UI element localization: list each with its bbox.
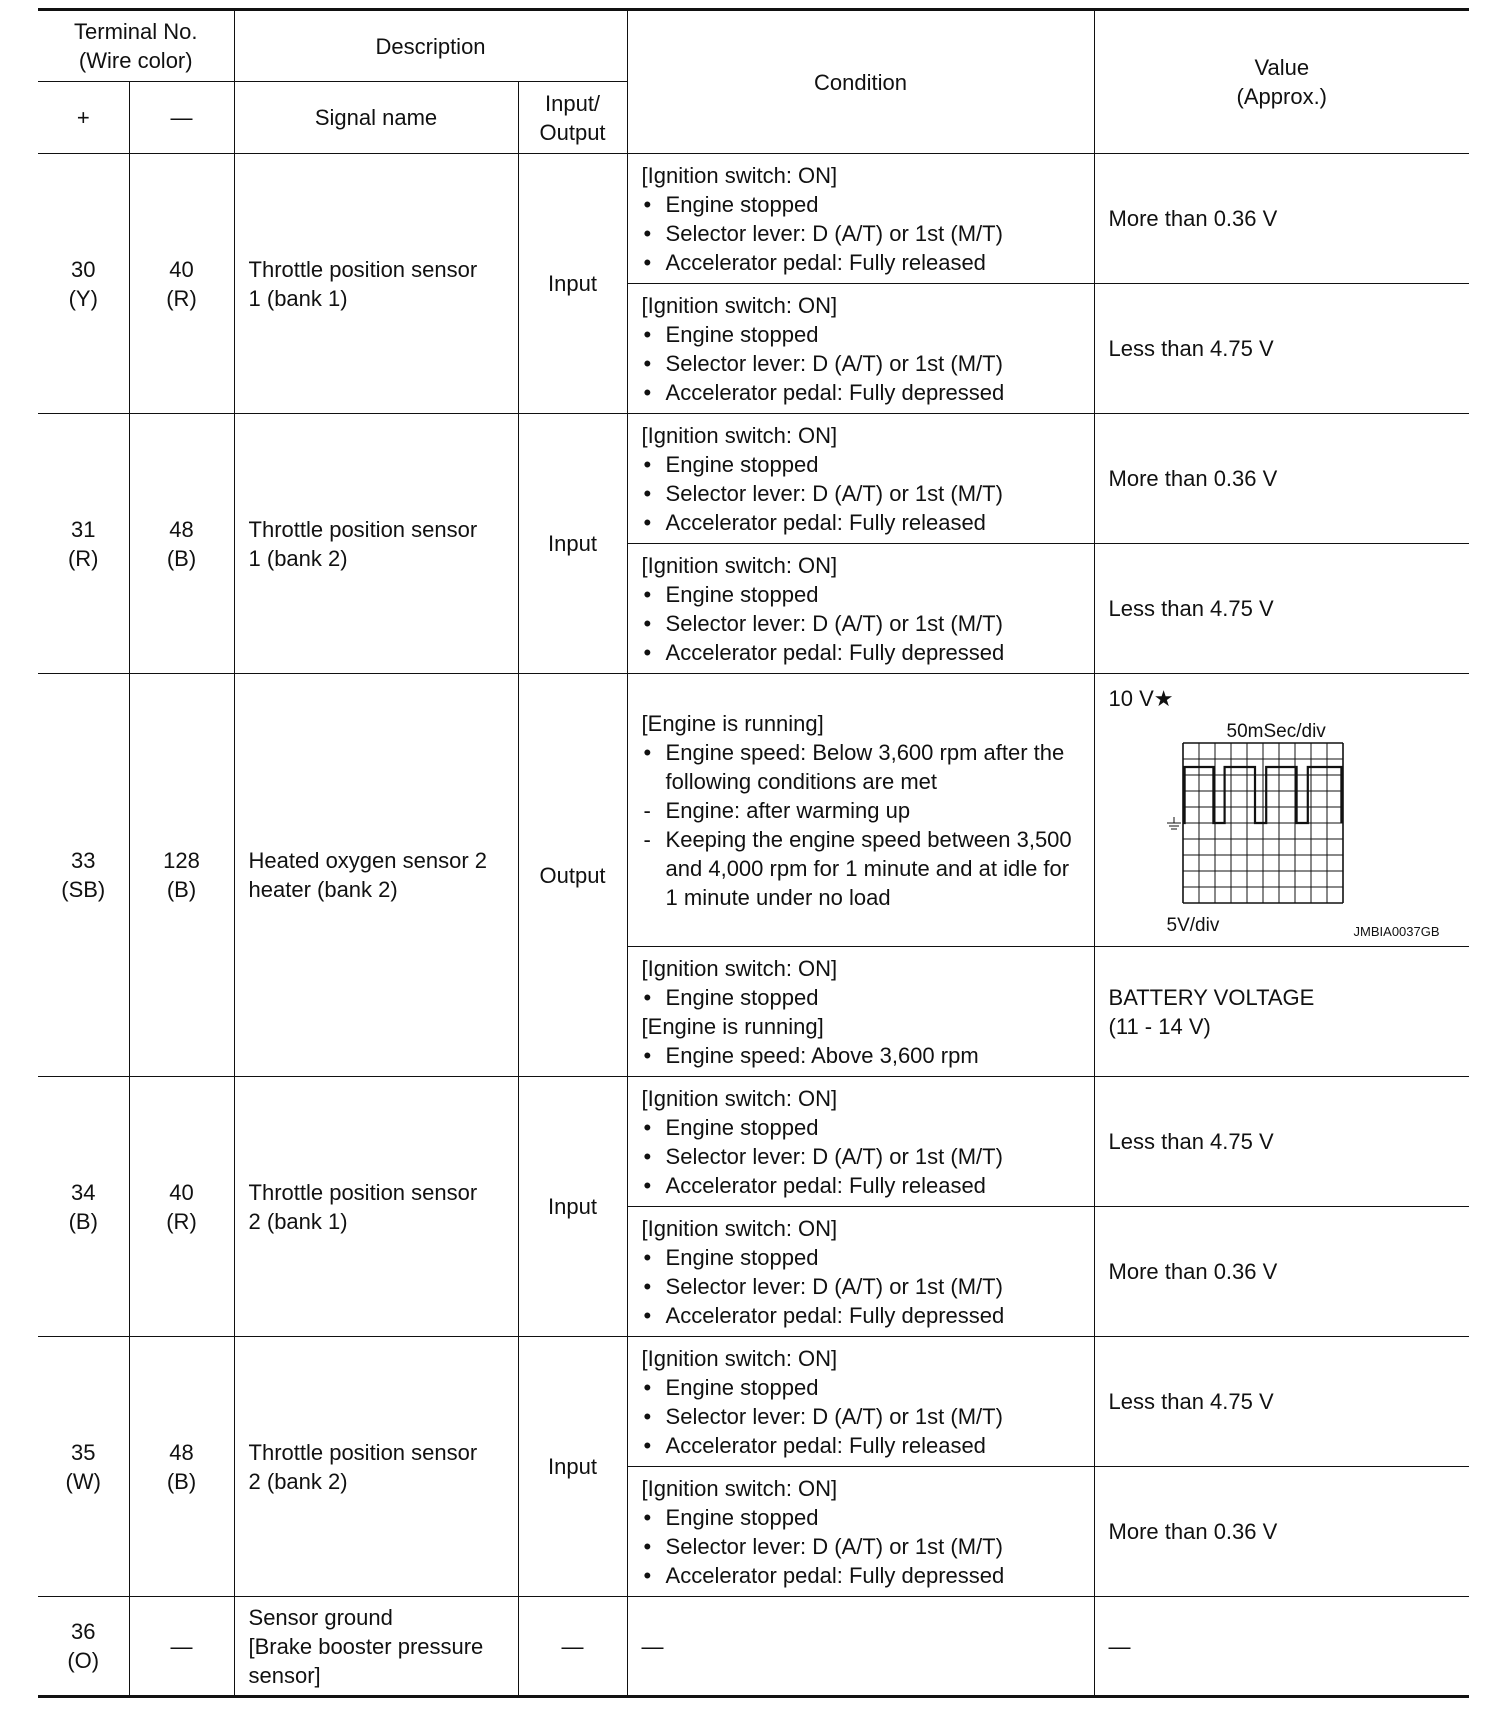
condition-item-text: Engine stopped — [665, 321, 819, 347]
plus-terminal-no: 34 — [71, 1179, 96, 1205]
value-text: More than 0.36 V — [1108, 206, 1278, 231]
bullet-mark: • — [643, 1432, 652, 1458]
condition-cell — [627, 1077, 1094, 1207]
value-text: More than 0.36 V — [1108, 1519, 1278, 1544]
condition-cell — [627, 1337, 1094, 1467]
condition-item — [642, 1402, 1080, 1431]
value-cell — [1094, 1337, 1469, 1467]
value-cell — [1094, 284, 1469, 414]
signal-name-line: [Brake booster pressure — [248, 1633, 484, 1659]
bullet-mark: • — [643, 1114, 652, 1140]
value-header — [1094, 10, 1469, 154]
plus-terminal-cell — [38, 1597, 129, 1697]
value-cell — [1094, 414, 1469, 544]
signal-name-line: Throttle position sensor — [248, 516, 478, 542]
condition-item-text: Engine stopped — [665, 1504, 819, 1530]
value-none: — — [1108, 1633, 1131, 1659]
condition-heading: [Ignition switch: ON] — [641, 1345, 838, 1371]
signal-name-cell — [234, 1597, 518, 1697]
condition-item-text: Accelerator pedal: Fully released — [665, 1432, 986, 1458]
condition-item-text: Selector lever: D (A/T) or 1st (M/T) — [665, 1273, 1003, 1299]
condition-cell — [627, 1467, 1094, 1597]
table-body — [38, 154, 1469, 1697]
bullet-mark: • — [643, 1172, 652, 1198]
value-range: (11 - 14 V) — [1108, 1013, 1211, 1039]
bullet-mark: • — [643, 1504, 652, 1530]
bullet-mark: • — [643, 379, 652, 405]
condition-item-text: Engine speed: Below 3,600 rpm after the following conditions are met — [665, 739, 1065, 794]
condition-item — [642, 349, 1080, 378]
condition-heading: [Ignition switch: ON] — [641, 292, 838, 318]
bullet-mark: • — [643, 1374, 652, 1400]
plus-wire-color: (B) — [68, 1208, 98, 1234]
condition-item-text: Selector lever: D (A/T) or 1st (M/T) — [665, 610, 1003, 636]
condition-item — [642, 190, 1080, 219]
condition-item — [642, 1503, 1080, 1532]
condition-item — [642, 1373, 1080, 1402]
description-header: Description — [234, 10, 627, 82]
bullet-mark: • — [643, 1562, 652, 1588]
scope-voltage-label: 10 V — [1108, 686, 1154, 711]
condition-cell — [627, 1207, 1094, 1337]
signal-name-header: Signal name — [234, 82, 518, 154]
condition-item-text: Accelerator pedal: Fully depressed — [665, 379, 1005, 405]
condition-heading: [Ignition switch: ON] — [641, 552, 838, 578]
value-label: Value — [1254, 55, 1310, 80]
minus-wire-color: (B) — [166, 877, 197, 902]
minus-terminal-cell — [129, 674, 234, 1077]
value-text: Less than 4.75 V — [1108, 336, 1274, 361]
condition-heading: [Engine is running] — [641, 710, 824, 736]
condition-item-text: Selector lever: D (A/T) or 1st (M/T) — [665, 1533, 1003, 1559]
condition-item — [642, 638, 1080, 667]
bullet-mark: • — [643, 191, 652, 217]
condition-heading: [Ignition switch: ON] — [641, 1215, 838, 1241]
condition-cell — [627, 674, 1094, 947]
input-output-value: Input — [548, 271, 597, 296]
condition-item-text: Selector lever: D (A/T) or 1st (M/T) — [665, 350, 1003, 376]
bullet-mark: • — [643, 581, 652, 607]
oscilloscope-figure — [1109, 713, 1456, 939]
input-output-value: Output — [539, 862, 606, 888]
minus-terminal-no: 48 — [169, 516, 194, 542]
minus-terminal-cell — [129, 1337, 234, 1597]
condition-item-text: Selector lever: D (A/T) or 1st (M/T) — [665, 480, 1003, 506]
condition-item — [642, 248, 1080, 277]
value-text: Less than 4.75 V — [1108, 596, 1274, 621]
terminal-spec-table — [38, 8, 1469, 1698]
scope-time-div: 50mSec/div — [1226, 721, 1326, 742]
input-output-cell — [518, 414, 627, 674]
wire-color-label: (Wire color) — [78, 48, 193, 73]
value-text: Less than 4.75 V — [1108, 1129, 1274, 1154]
bullet-mark: • — [643, 1042, 652, 1068]
condition-item-text: Accelerator pedal: Fully depressed — [665, 1562, 1005, 1588]
condition-item-text: Engine stopped — [665, 191, 819, 217]
value-cell — [1094, 1467, 1469, 1597]
signal-name-cell — [234, 1337, 518, 1597]
condition-cell — [627, 284, 1094, 414]
approx-label: (Approx.) — [1236, 84, 1328, 109]
condition-item — [642, 983, 1080, 1012]
table-row — [38, 1597, 1469, 1697]
minus-wire-color: (B) — [166, 1468, 197, 1494]
plus-terminal-no: 35 — [71, 1439, 96, 1465]
plus-header: + — [38, 82, 129, 154]
scope-title — [1109, 684, 1456, 713]
plus-terminal-no: 30 — [71, 256, 96, 282]
minus-terminal-no: 48 — [169, 1439, 194, 1465]
plus-terminal-no: 33 — [71, 848, 96, 873]
minus-wire-color: (R) — [166, 1208, 197, 1234]
bullet-mark: • — [643, 1143, 652, 1169]
signal-name-cell — [234, 154, 518, 414]
bullet-mark: • — [643, 1273, 652, 1299]
condition-item — [642, 609, 1080, 638]
condition-item-text: Engine stopped — [665, 1374, 819, 1400]
condition-item — [642, 1243, 1080, 1272]
plus-wire-color: (W) — [65, 1468, 101, 1494]
plus-terminal-cell — [38, 1077, 129, 1337]
minus-terminal-cell — [129, 1597, 234, 1697]
minus-wire-color: (R) — [166, 285, 197, 311]
input-output-cell — [518, 674, 627, 1077]
condition-item-text: Engine stopped — [665, 451, 819, 477]
condition-header: Condition — [627, 10, 1094, 154]
bullet-mark: • — [643, 451, 652, 477]
condition-heading: [Ignition switch: ON] — [641, 955, 838, 981]
signal-name-line: Sensor ground — [248, 1604, 393, 1630]
value-cell — [1094, 544, 1469, 674]
signal-name-line: 1 (bank 1) — [248, 285, 348, 311]
oscilloscope-waveform — [1149, 713, 1389, 923]
value-text: More than 0.36 V — [1108, 1259, 1278, 1284]
condition-item — [642, 1113, 1080, 1142]
table-row — [38, 1077, 1469, 1207]
condition-item-text: Accelerator pedal: Fully depressed — [665, 1302, 1005, 1328]
input-output-header — [518, 82, 627, 154]
value-text: More than 0.36 V — [1108, 466, 1278, 491]
signal-name-line: sensor] — [248, 1662, 321, 1688]
condition-cell — [627, 544, 1094, 674]
plus-terminal-no: 36 — [71, 1619, 96, 1644]
signal-name-line: heater (bank 2) — [248, 877, 398, 902]
terminal-no-label: Terminal No. — [74, 19, 198, 44]
condition-none: — — [641, 1633, 664, 1659]
condition-cell — [627, 154, 1094, 284]
minus-terminal-none: — — [170, 1633, 193, 1659]
plus-terminal-cell — [38, 154, 129, 414]
condition-subitem-text: Keeping the engine speed between 3,500 and 4,000 rpm for 1 minute and at idle for 1 minute under no load — [665, 826, 1072, 910]
minus-terminal-cell — [129, 154, 234, 414]
condition-cell — [627, 947, 1094, 1077]
value-cell — [1094, 154, 1469, 284]
input-output-value: Input — [548, 1454, 597, 1479]
condition-item — [642, 1041, 1080, 1070]
table-row — [38, 674, 1469, 947]
value-cell — [1094, 1207, 1469, 1337]
signal-name-cell — [234, 414, 518, 674]
bullet-mark: • — [643, 480, 652, 506]
condition-heading: [Ignition switch: ON] — [641, 1475, 838, 1501]
terminal-no-header — [38, 10, 234, 82]
condition-item — [642, 1301, 1080, 1330]
condition-item — [642, 479, 1080, 508]
plus-wire-color: (SB) — [61, 877, 106, 902]
value-text: BATTERY VOLTAGE — [1108, 984, 1315, 1010]
oscilloscope-value-cell — [1094, 674, 1469, 947]
condition-item-text: Engine stopped — [665, 984, 819, 1010]
minus-terminal-no: 128 — [163, 848, 200, 873]
input-output-value: Input — [548, 531, 597, 556]
minus-terminal-cell — [129, 1077, 234, 1337]
condition-item — [642, 320, 1080, 349]
table-row — [38, 414, 1469, 544]
minus-header: — — [129, 82, 234, 154]
condition-heading: [Ignition switch: ON] — [641, 422, 838, 448]
input-output-cell — [518, 154, 627, 414]
signal-name-cell — [234, 674, 518, 1077]
minus-terminal-no: 40 — [169, 256, 194, 282]
condition-item — [642, 1142, 1080, 1171]
condition-heading: [Engine is running] — [641, 1013, 824, 1039]
bullet-mark: • — [643, 509, 652, 535]
star-icon: ★ — [1153, 686, 1174, 711]
signal-name-line: Heated oxygen sensor 2 — [248, 848, 488, 873]
table-row — [38, 154, 1469, 284]
condition-item-text: Accelerator pedal: Fully depressed — [665, 639, 1005, 665]
minus-terminal-cell — [129, 414, 234, 674]
bullet-mark: • — [643, 249, 652, 275]
signal-name-line: Throttle position sensor — [248, 1439, 478, 1465]
condition-item — [642, 1532, 1080, 1561]
plus-terminal-cell — [38, 414, 129, 674]
condition-item — [642, 1171, 1080, 1200]
plus-wire-color: (Y) — [68, 285, 98, 311]
condition-item-text: Engine stopped — [665, 1244, 819, 1270]
bullet-mark: • — [643, 350, 652, 376]
bullet-mark: • — [643, 220, 652, 246]
signal-name-line: 1 (bank 2) — [248, 545, 348, 571]
condition-subitem-text: Engine: after warming up — [665, 797, 911, 823]
condition-item — [642, 508, 1080, 537]
condition-item-text: Accelerator pedal: Fully released — [665, 249, 986, 275]
figure-code: JMBIA0037GB — [1353, 924, 1440, 939]
input-output-cell — [518, 1077, 627, 1337]
condition-item — [642, 450, 1080, 479]
condition-item-text: Engine speed: Above 3,600 rpm — [665, 1042, 979, 1068]
condition-cell — [627, 414, 1094, 544]
signal-name-line: 2 (bank 1) — [248, 1208, 348, 1234]
condition-subitem — [642, 825, 1080, 912]
condition-item-text: Engine stopped — [665, 1114, 819, 1140]
condition-item-text: Accelerator pedal: Fully released — [665, 509, 986, 535]
header-row-1 — [38, 10, 1469, 82]
input-output-value: — — [561, 1633, 584, 1659]
condition-heading: [Ignition switch: ON] — [641, 1085, 838, 1111]
plus-terminal-no: 31 — [71, 516, 96, 542]
value-cell — [1094, 1077, 1469, 1207]
bullet-mark: • — [643, 739, 652, 765]
condition-subitem — [642, 796, 1080, 825]
bullet-mark: • — [643, 1403, 652, 1429]
plus-wire-color: (R) — [67, 545, 99, 571]
bullet-mark: • — [643, 1533, 652, 1559]
bullet-mark: • — [643, 984, 652, 1010]
bullet-mark: • — [643, 1302, 652, 1328]
minus-wire-color: (B) — [166, 545, 197, 571]
bullet-mark: - — [643, 826, 651, 852]
bullet-mark: • — [643, 639, 652, 665]
condition-heading: [Ignition switch: ON] — [641, 162, 838, 188]
condition-item-text: Selector lever: D (A/T) or 1st (M/T) — [665, 1143, 1003, 1169]
condition-item-text: Accelerator pedal: Fully released — [665, 1172, 986, 1198]
table-row — [38, 1337, 1469, 1467]
condition-item — [642, 1561, 1080, 1590]
bullet-mark: - — [643, 797, 651, 823]
input-output-label-1: Input/ — [545, 90, 601, 116]
signal-name-line: Throttle position sensor — [248, 256, 478, 282]
condition-item — [642, 580, 1080, 609]
value-cell — [1094, 947, 1469, 1077]
condition-item-text: Selector lever: D (A/T) or 1st (M/T) — [665, 1403, 1003, 1429]
condition-item — [642, 378, 1080, 407]
plus-wire-color: (O) — [67, 1648, 100, 1673]
condition-item — [642, 1431, 1080, 1460]
signal-name-cell — [234, 1077, 518, 1337]
condition-item-text: Selector lever: D (A/T) or 1st (M/T) — [665, 220, 1003, 246]
condition-item-text: Engine stopped — [665, 581, 819, 607]
bullet-mark: • — [643, 1244, 652, 1270]
condition-item — [642, 1272, 1080, 1301]
signal-name-line: Throttle position sensor — [248, 1179, 478, 1205]
minus-terminal-no: 40 — [169, 1179, 194, 1205]
plus-terminal-cell — [38, 1337, 129, 1597]
bullet-mark: • — [643, 610, 652, 636]
bullet-mark: • — [643, 321, 652, 347]
input-output-label-2: Output — [539, 119, 606, 145]
value-text: Less than 4.75 V — [1108, 1389, 1274, 1414]
value-cell — [1094, 1597, 1469, 1697]
condition-item — [642, 219, 1080, 248]
input-output-cell — [518, 1337, 627, 1597]
condition-item — [642, 738, 1080, 796]
input-output-value: Input — [548, 1194, 597, 1219]
scope-volt-div: 5V/div — [1166, 915, 1220, 936]
input-output-cell — [518, 1597, 627, 1697]
condition-cell — [627, 1597, 1094, 1697]
signal-name-line: 2 (bank 2) — [248, 1468, 348, 1494]
plus-terminal-cell — [38, 674, 129, 1077]
